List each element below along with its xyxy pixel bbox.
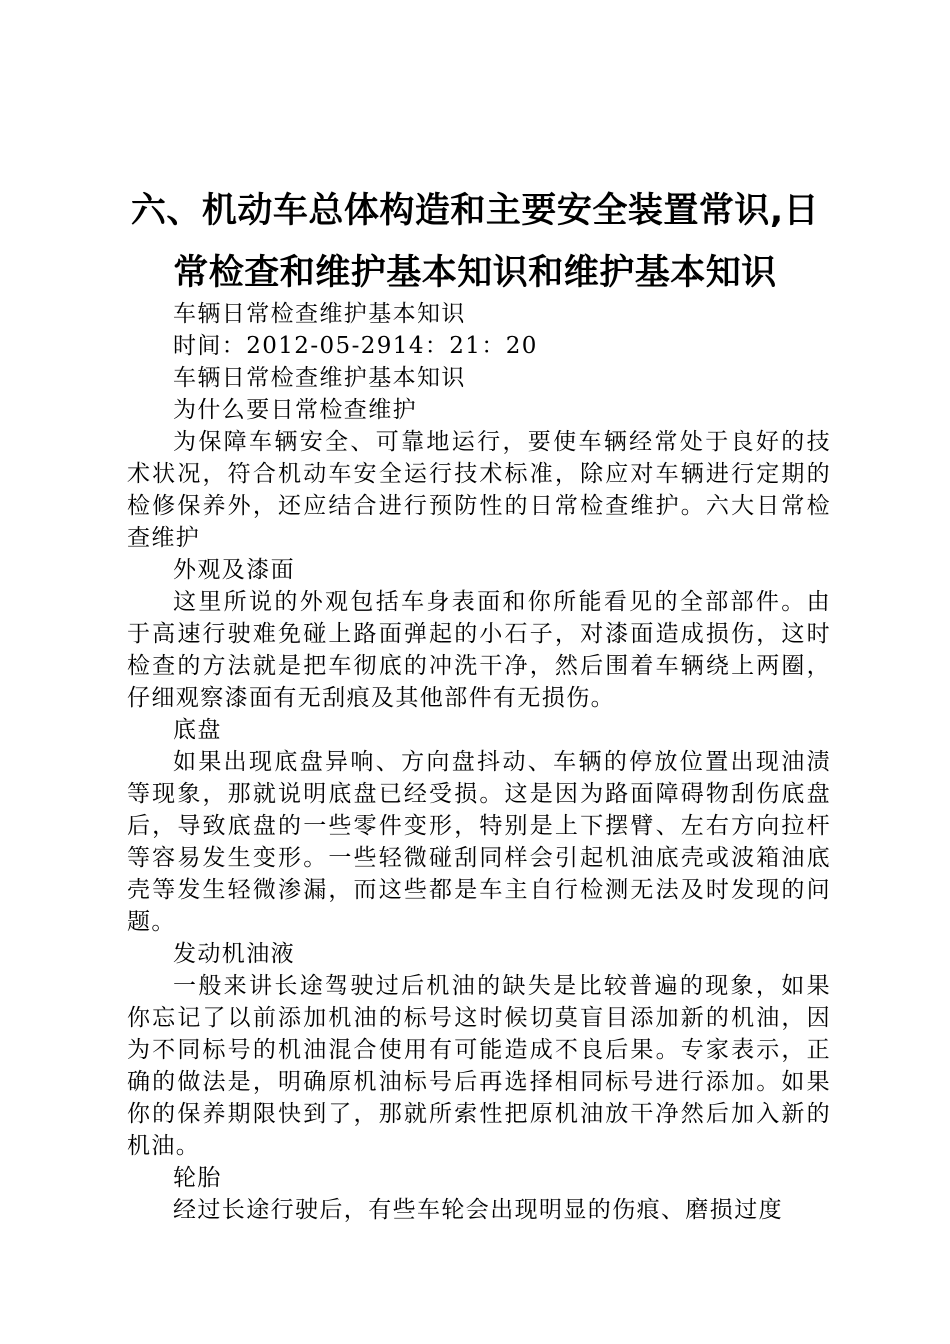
section-heading: 轮胎 — [173, 1165, 222, 1191]
body-paragraph: 这里所说的外观包括车身表面和你所能看见的全部部件。由于高速行驶难免碰上路面弹起的小石子，对漆面造成损伤，这时检查的方法就是把车彻底的冲洗干净，然后围着车辆绕上两圈，仔细观察漆面有无刮痕及其他部件有无损伤。 — [127, 589, 831, 711]
body-paragraph: 为保障车辆安全、可靠地运行，要使车辆经常处于良好的技术状况，符合机动车安全运行技术标准，除应对车辆进行定期的检修保养外，还应结合进行预防性的日常检查维护。六大日常检查维护 — [127, 429, 831, 551]
section-heading: 为什么要日常检查维护 — [173, 397, 417, 423]
section-heading: 外观及漆面 — [173, 557, 295, 583]
section-heading: 车辆日常检查维护基本知识 — [173, 365, 466, 391]
body-paragraph: 如果出现底盘异响、方向盘抖动、车辆的停放位置出现油渍等现象，那就说明底盘已经受损。这是因为路面障碍物刮伤底盘后，导致底盘的一些零件变形，特别是上下摆臂、左右方向拉杆等容易发生变形。一些轻微碰刮同样会引起机油底壳或波箱油底壳等发生轻微渗漏，而这些都是车主自行检测无法及时发现的问题。 — [127, 749, 831, 935]
body-paragraph: 经过长途行驶后，有些车轮会出现明显的伤痕、磨损过度 — [173, 1197, 783, 1223]
timestamp-paragraph: 时间：2012-05-2914：21：20 — [173, 333, 538, 359]
section-heading: 发动机油液 — [173, 941, 295, 967]
section-heading: 底盘 — [173, 717, 222, 743]
document-title: 六、机动车总体构造和主要安全装置常识,日常检查和维护基本知识和维护基本知识 — [130, 191, 820, 293]
document-body — [127, 298, 831, 1226]
body-paragraph: 一般来讲长途驾驶过后机油的缺失是比较普遍的现象，如果你忘记了以前添加机油的标号这时候切莫盲目添加新的机油，因为不同标号的机油混合使用有可能造成不良后果。专家表示，正确的做法是，明确原机油标号后再选择相同标号进行添加。如果你的保养期限快到了，那就所索性把原机油放干净然后加入新的机油。 — [127, 973, 831, 1159]
subtitle-paragraph: 车辆日常检查维护基本知识 — [173, 301, 466, 327]
